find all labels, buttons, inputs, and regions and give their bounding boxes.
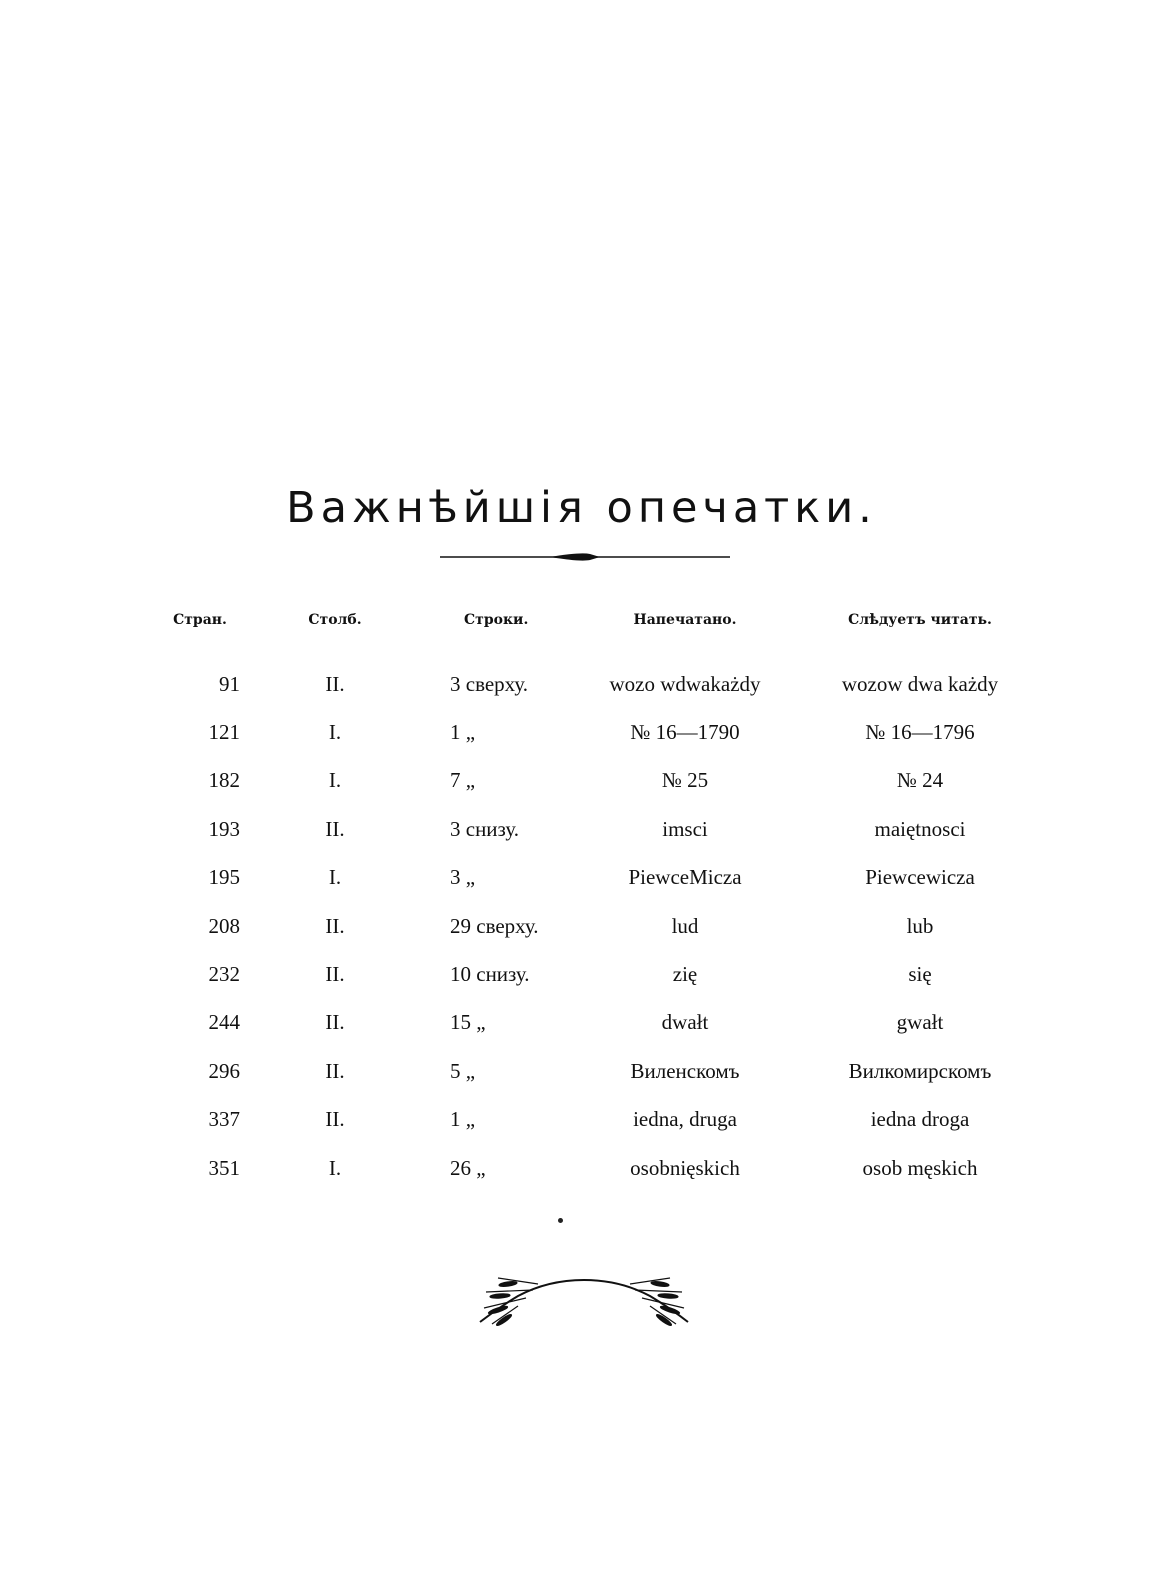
cell-lines: 15 „ (450, 1010, 486, 1035)
cell-column: II. (325, 816, 345, 841)
cell-column: I. (328, 865, 342, 890)
cell-lines: 7 „ (450, 768, 476, 793)
cell-should-read: się (908, 962, 932, 987)
cell-page: 208 (208, 913, 240, 938)
title-rule-ornament (440, 550, 730, 564)
cell-column: I. (328, 768, 342, 793)
cell-printed: osobnięskich (630, 1155, 740, 1180)
cell-page: 182 (208, 768, 240, 793)
cell-printed: № 16—1790 (630, 720, 740, 745)
table-row (160, 708, 1040, 756)
table-row (160, 1144, 1040, 1192)
cell-printed: iedna, druga (633, 1107, 737, 1132)
cell-column: I. (328, 720, 342, 745)
table-row (160, 1096, 1040, 1144)
table-row (160, 999, 1040, 1047)
cell-lines: 26 „ (450, 1155, 486, 1180)
cell-lines: 29 сверху. (450, 913, 539, 938)
cell-page: 232 (208, 962, 240, 987)
cell-column: II. (325, 962, 345, 987)
cell-lines: 1 „ (450, 720, 476, 745)
cell-page: 91 (219, 671, 240, 696)
cell-page: 296 (208, 1058, 240, 1083)
cell-column: II. (325, 1107, 345, 1132)
cell-lines: 3 сверху. (450, 671, 529, 696)
cell-lines: 5 „ (450, 1058, 476, 1083)
cell-column: II. (325, 913, 345, 938)
cell-should-read: osob męskich (862, 1155, 978, 1180)
header-page: Стран. (173, 612, 227, 628)
cell-lines: 3 „ (450, 865, 476, 890)
cell-printed: Виленскомъ (630, 1058, 740, 1083)
cell-page: 337 (208, 1107, 240, 1132)
cell-should-read: maiętnosci (874, 816, 966, 841)
header-printed: Напечатано. (633, 612, 737, 628)
header-column: Столб. (308, 612, 362, 628)
cell-page: 351 (208, 1155, 240, 1180)
table-header (160, 600, 1040, 640)
table-row (160, 757, 1040, 805)
table-row (160, 950, 1040, 998)
table-row (160, 805, 1040, 853)
cell-page: 195 (208, 865, 240, 890)
cell-printed: PiewceMicza (628, 865, 742, 890)
table-row (160, 660, 1040, 708)
cell-should-read: gwałt (896, 1010, 944, 1035)
cell-column: I. (328, 1155, 342, 1180)
cell-should-read: lub (906, 913, 934, 938)
cell-page: 121 (208, 720, 240, 745)
cell-printed: dwałt (661, 1010, 709, 1035)
cell-page: 244 (208, 1010, 240, 1035)
cell-printed: lud (671, 913, 699, 938)
cell-should-read: Piewcewicza (865, 865, 975, 890)
cell-lines: 1 „ (450, 1107, 476, 1132)
cell-should-read: Вилкомирскомъ (848, 1058, 992, 1083)
cell-column: II. (325, 1010, 345, 1035)
dot-mark (558, 1218, 563, 1223)
table-row (160, 902, 1040, 950)
wheat-ornament (478, 1270, 690, 1330)
cell-should-read: iedna droga (870, 1107, 970, 1132)
header-lines: Строки. (464, 612, 529, 628)
cell-should-read: № 24 (896, 768, 944, 793)
cell-should-read: wozow dwa każdy (841, 671, 999, 696)
table-row (160, 854, 1040, 902)
errata-rows (160, 660, 1040, 1192)
cell-printed: № 25 (661, 768, 709, 793)
cell-lines: 10 снизу. (450, 962, 530, 987)
cell-lines: 3 снизу. (450, 816, 520, 841)
page-title: Важнѣйшія опечатки. (286, 483, 877, 533)
cell-printed: zię (672, 962, 698, 987)
cell-column: II. (325, 1058, 345, 1083)
cell-page: 193 (208, 816, 240, 841)
cell-should-read: № 16—1796 (865, 720, 975, 745)
cell-printed: wozo wdwakażdy (609, 671, 761, 696)
cell-printed: imsci (662, 816, 708, 841)
table-row (160, 1047, 1040, 1095)
header-should-read: Слѣдуетъ читать. (848, 612, 992, 628)
cell-column: II. (325, 671, 345, 696)
errata-table (160, 600, 1040, 1192)
